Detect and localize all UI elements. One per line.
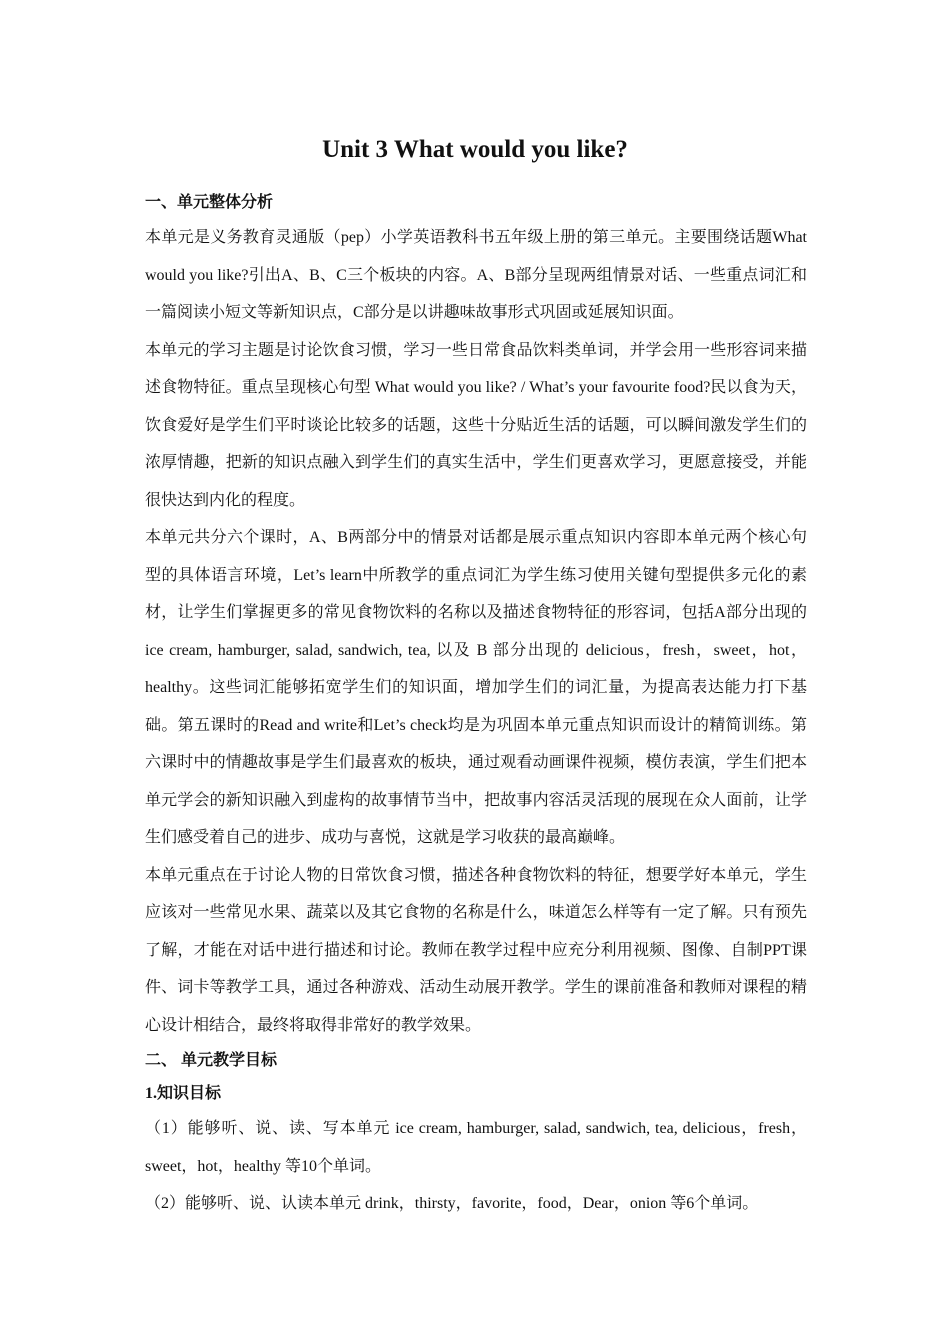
paragraph: 本单元重点在于讨论人物的日常饮食习惯，描述各种食物饮料的特征，想要学好本单元，学生应该对一些常见水果、蔬菜以及其它食物的名称是什么，味道怎么样等有一定了解。只有预先了解，才能在对话中进行描述和讨论。教师在教学过程中应充分利用视频、图像、自制PPT课件、词卡等教学工具，通过各种游戏、活动生动展开教学。学生的课前准备和教师对课程的精心设计相结合，最终将取得非常好的教学效果。 <box>145 866 807 1034</box>
paragraph: 本单元共分六个课时，A、B两部分中的情景对话都是展示重点知识内容即本单元两个核心句型的具体语言环境，Let’s learn中所教学的重点词汇为学生练习使用关键句型提供多元化的素材，让学生们掌握更多的常见食物饮料的名称以及描述食物特征的形容词，包括A部分出现的 ice cream, hamburger, salad, sandwich, tea, 以及 B 部分出现的 delicious，fresh，sweet，hot，healthy。这些词汇能够拓宽学生们的知识面，增加学生们的词汇量，为提高表达能力打下基础。第五课时的Read and write和Let’s check均是为巩固本单元重点知识而设计的精简训练。第六课时中的情趣故事是学生们最喜欢的板块，通过观看动画课件视频，模仿表演，学生们把本单元学会的新知识融入到虚构的故事情节当中，把故事内容活灵活现的展现在众人面前，让学生们感受着自己的进步、成功与喜悦，这就是学习收获的最高巅峰。 <box>145 529 807 846</box>
subheading-knowledge-goals: 1.知识目标 <box>145 1085 222 1102</box>
document-title: Unit 3 What would you like? <box>322 136 628 163</box>
paragraph: 本单元的学习主题是讨论饮食习惯，学习一些日常食品饮料类单词，并学会用一些形容词来描述食物特征。重点呈现核心句型 What would you like? / What’s your favourite food?民以食为天，饮食爱好是学生们平时谈论比较多的话题，这些十分贴近生活的话题，可以瞬间激发学生们的浓厚情趣，把新的知识点融入到学生们的真实生活中，学生们更喜欢学习，更愿意接受，并能很快达到内化的程度。 <box>145 341 807 509</box>
section-heading-goals: 二、 单元教学目标 <box>145 1052 278 1069</box>
section-heading-analysis: 一、单元整体分析 <box>145 194 274 211</box>
paragraph: 本单元是义务教育灵通版（pep）小学英语教科书五年级上册的第三单元。主要围绕话题What would you like?引出A、B、C三个板块的内容。A、B部分呈现两组情景对话、一些重点词汇和一篇阅读小短文等新知识点，C部分是以讲趣味故事形式巩固或延展知识面。 <box>145 229 807 321</box>
goal-item: （1）能够听、说、读、写本单元 ice cream, hamburger, salad, sandwich, tea, delicious，fresh，sweet，hot，healthy 等10个单词。 <box>145 1120 807 1175</box>
document-body <box>145 186 807 1223</box>
goal-item: （2）能够听、说、认读本单元 drink，thirsty，favorite，food，Dear，onion 等6个单词。 <box>145 1195 759 1212</box>
